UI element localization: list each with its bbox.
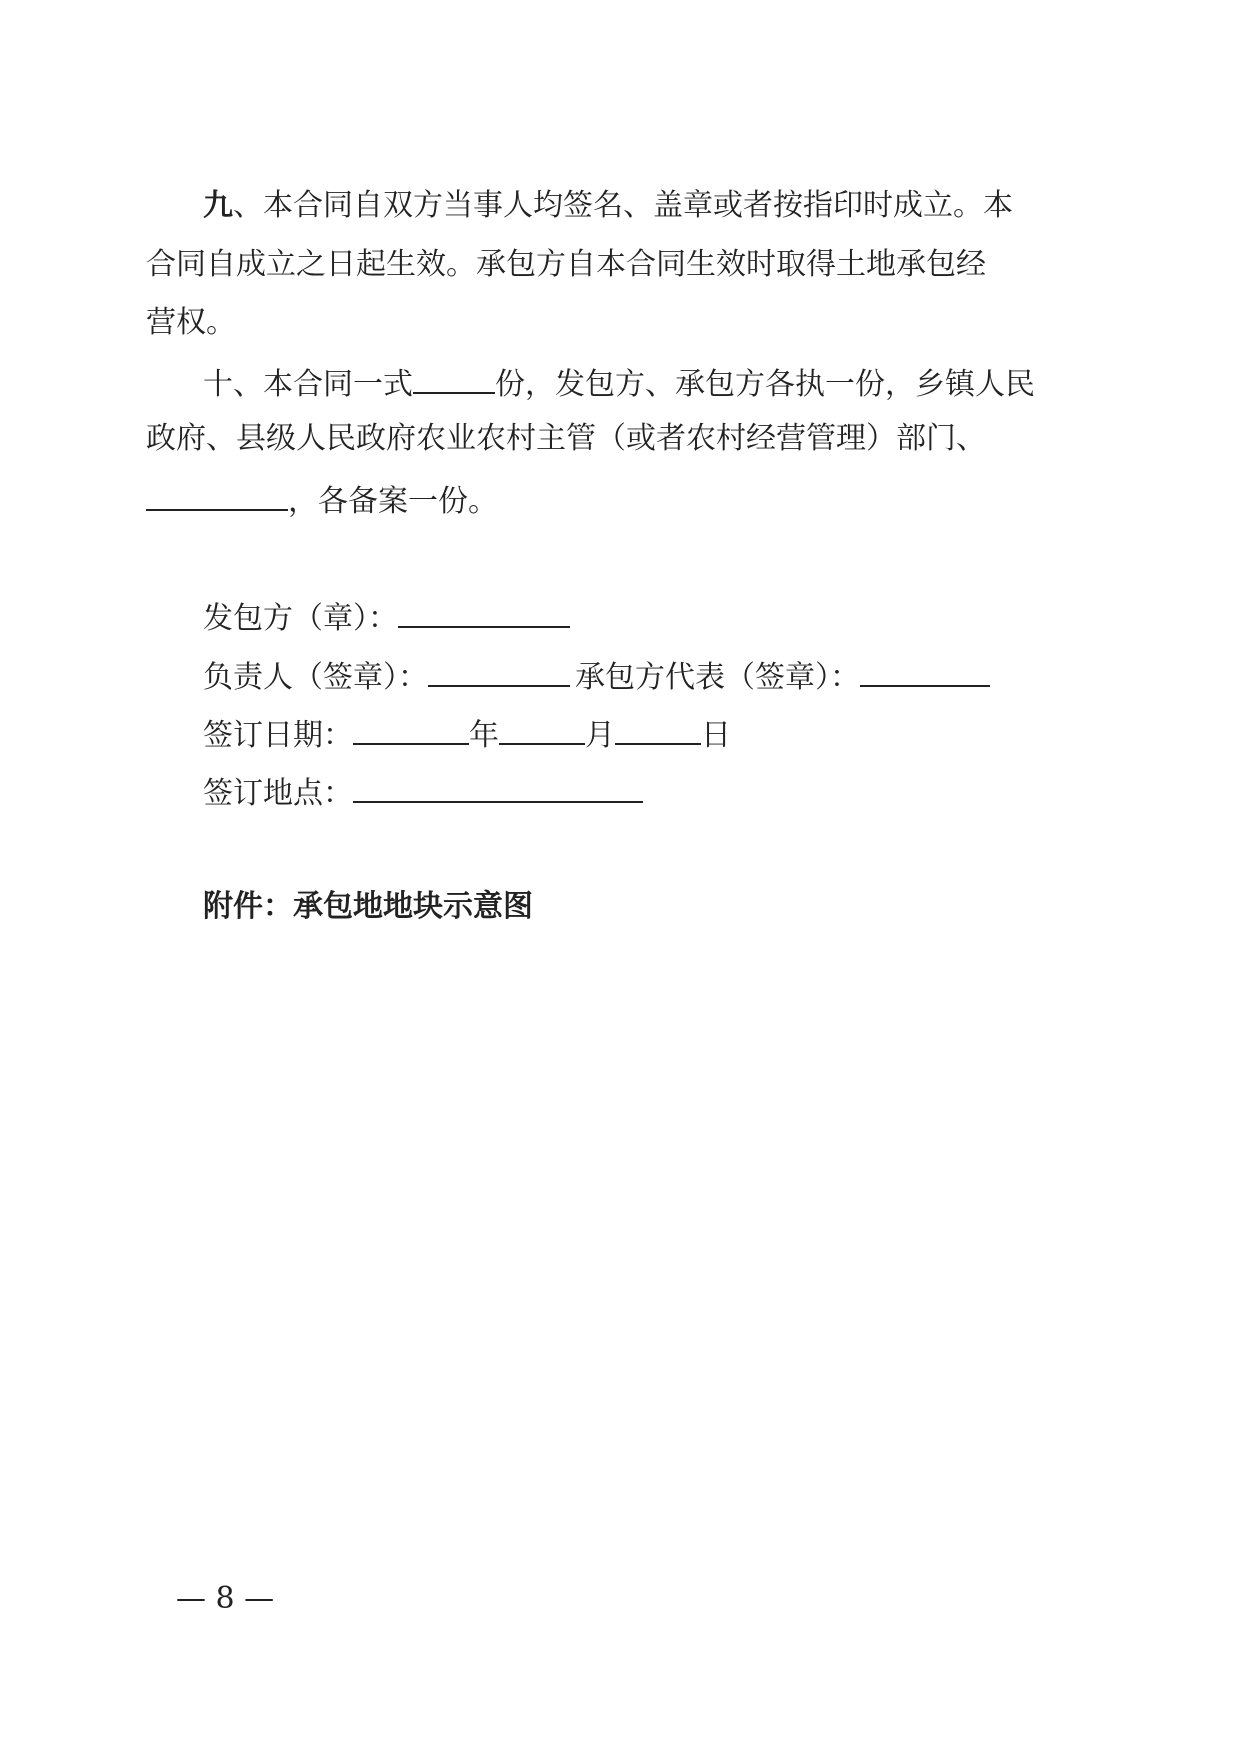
issuer-label: 发包方（章）：	[203, 601, 398, 636]
date-label: 签订日期：	[203, 718, 353, 753]
filing-party-blank[interactable]	[146, 483, 288, 511]
copies-blank[interactable]	[413, 366, 495, 394]
responsible-row	[203, 659, 570, 693]
year-blank[interactable]	[353, 717, 469, 745]
clause-10-line-1	[203, 366, 1035, 400]
issuer-seal-blank[interactable]	[398, 600, 570, 628]
clause-10-text-3: ，各备案一份。	[288, 484, 498, 519]
year-label: 年	[469, 718, 499, 753]
clause-10-line-2	[146, 421, 986, 456]
issuer-seal-row	[203, 600, 570, 634]
clause-10-text-1b: 份，发包方、承包方各执一份，乡镇人民	[495, 367, 1035, 402]
place-blank[interactable]	[353, 775, 643, 803]
clause-9-text-2: 合同自成立之日起生效。承包方自本合同生效时取得土地承包经	[146, 247, 986, 282]
clause-9-text-1: 、本合同自双方当事人均签名、盖章或者按指印时成立。本	[233, 188, 1013, 223]
clause-10-line-3	[146, 483, 498, 517]
month-blank[interactable]	[499, 717, 585, 745]
responsible-label: 负责人（签章）：	[203, 660, 428, 695]
attachment-line	[203, 889, 533, 924]
clause-9-text-3: 营权。	[146, 305, 236, 340]
clause-10-text-2: 政府、县级人民政府农业农村主管（或者农村经营管理）部门、	[146, 421, 986, 456]
day-blank[interactable]	[615, 717, 701, 745]
responsible-signature-blank[interactable]	[428, 659, 570, 687]
signing-date-row	[203, 717, 731, 751]
clause-9-line-1	[203, 188, 1013, 223]
clause-10-text-1a: 十、本合同一式	[203, 367, 413, 402]
month-label: 月	[585, 718, 615, 753]
contractor-rep-row	[575, 659, 990, 693]
clause-9-line-2	[146, 247, 986, 282]
clause-9-number: 九	[203, 188, 233, 223]
contractor-rep-label: 承包方代表（签章）：	[575, 660, 860, 695]
page-number: — 8 —	[176, 1581, 275, 1616]
day-label: 日	[701, 718, 731, 753]
signing-place-row	[203, 775, 643, 809]
place-label: 签订地点：	[203, 776, 353, 811]
clause-9-line-3	[146, 305, 236, 340]
contractor-rep-signature-blank[interactable]	[860, 659, 990, 687]
attachment-text: 附件：承包地地块示意图	[203, 889, 533, 924]
